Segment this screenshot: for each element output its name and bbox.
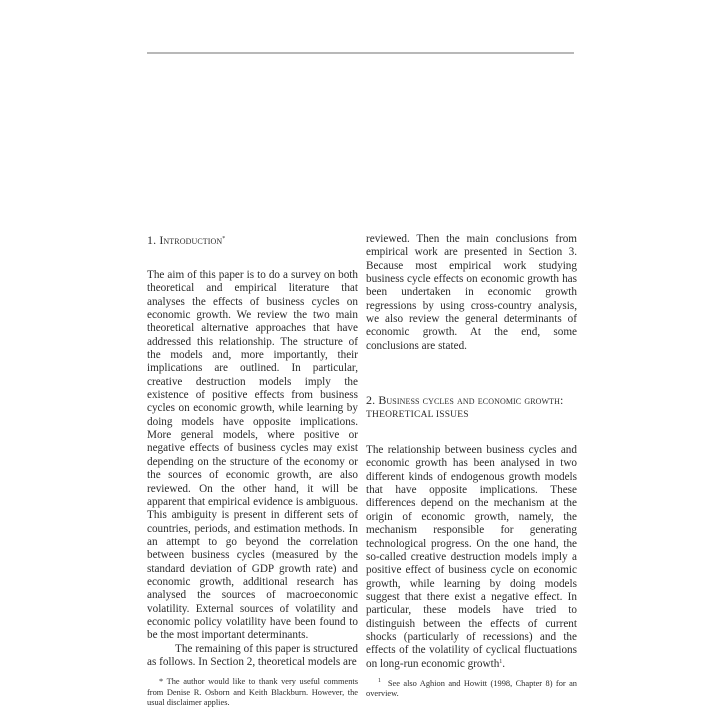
section-1-footnote-marker: * — [222, 236, 226, 242]
footnote-1-number: 1 — [378, 677, 381, 684]
left-column — [147, 233, 358, 709]
section-1-number: 1. — [147, 233, 157, 247]
footnote-1-ref[interactable]: 1 — [499, 658, 503, 665]
paragraph-end: . — [502, 657, 506, 670]
section-2-number: 2. — [366, 393, 376, 408]
section-2-title: Business cycles and economic growth: — [378, 393, 564, 408]
section-1-title: Introduction — [159, 233, 223, 247]
section-1-continuation: reviewed. Then the main conclusions from empirical work are presented in Section 3. Because most empirical work studying business cycle effects on economic growth has been undertaken in economic growth regressions by using cross-country analysis, we also review the general determinants of economic growth. At the end, some conclusions are stated. — [366, 233, 577, 352]
section-1-heading — [147, 233, 358, 247]
header-rule — [147, 52, 574, 54]
section-2-paragraph-text: The relationship between business cycles and economic growth has been analysed in two different kinds of endogenous growth models that have opposite implications. These differences depend on the mechanism at the origin of economic growth, namely, the mechanism responsible for generating technological progress. On the one hand, the so-called creative destruction models imply a positive effect of business cycle on economic growth, while learning by doing models suggest that there exist a negative effect. In particular, these models have tried to distinguish between the effects of current shocks (particularly of recessions) and the effects of the volatility of cyclical fluctuations on long-run economic growth — [366, 444, 577, 670]
section-1-paragraph-2: The remaining of this paper is structured as follows. In Section 2, theoretical models are — [147, 642, 358, 668]
section-2-subtitle: THEORETICAL ISSUES — [366, 410, 469, 421]
right-column — [366, 233, 577, 700]
footnote-1-text: See also Aghion and Howitt (1998, Chapter 8) for an overview. — [366, 678, 577, 699]
footnote-1 — [366, 679, 577, 700]
footnote-1-body — [366, 679, 577, 700]
footnote-author — [147, 677, 358, 709]
section-2-heading — [366, 393, 577, 422]
section-2-paragraph — [366, 444, 577, 671]
section-1-paragraph-1: The aim of this paper is to do a survey on both theoretical and empirical literature that analyses the effects of business cycles on economic growth. We review the two main theoretical alternative approaches that have addressed this relationship. The structure of the models and, more importantly, their implications are outlined. In particular, creative destruction models imply the existence of positive effects from business cycles on economic growth, while learning by doing models have opposite implications. More general models, where positive or negative effects of business cycles may exist depending on the structure of the economy or the sources of economic growth, are also reviewed. On the other hand, it will be apparent that empirical evidence is ambiguous. This ambiguity is present in different sets of countries, periods, and estimation methods. In an attempt to go beyond the correlation between business cycles (measured by the standard deviation of GDP growth rate) and economic growth, additional research has analysed the sources of macroeconomic volatility. External sources of volatility and economic policy volatility have been found to be the most important determinants. — [147, 269, 358, 642]
footnote-author-text: * The author would like to thank very useful comments from Denise R. Osborn and Keith Blackburn. However, the usual disclaimer applies. — [147, 677, 358, 708]
